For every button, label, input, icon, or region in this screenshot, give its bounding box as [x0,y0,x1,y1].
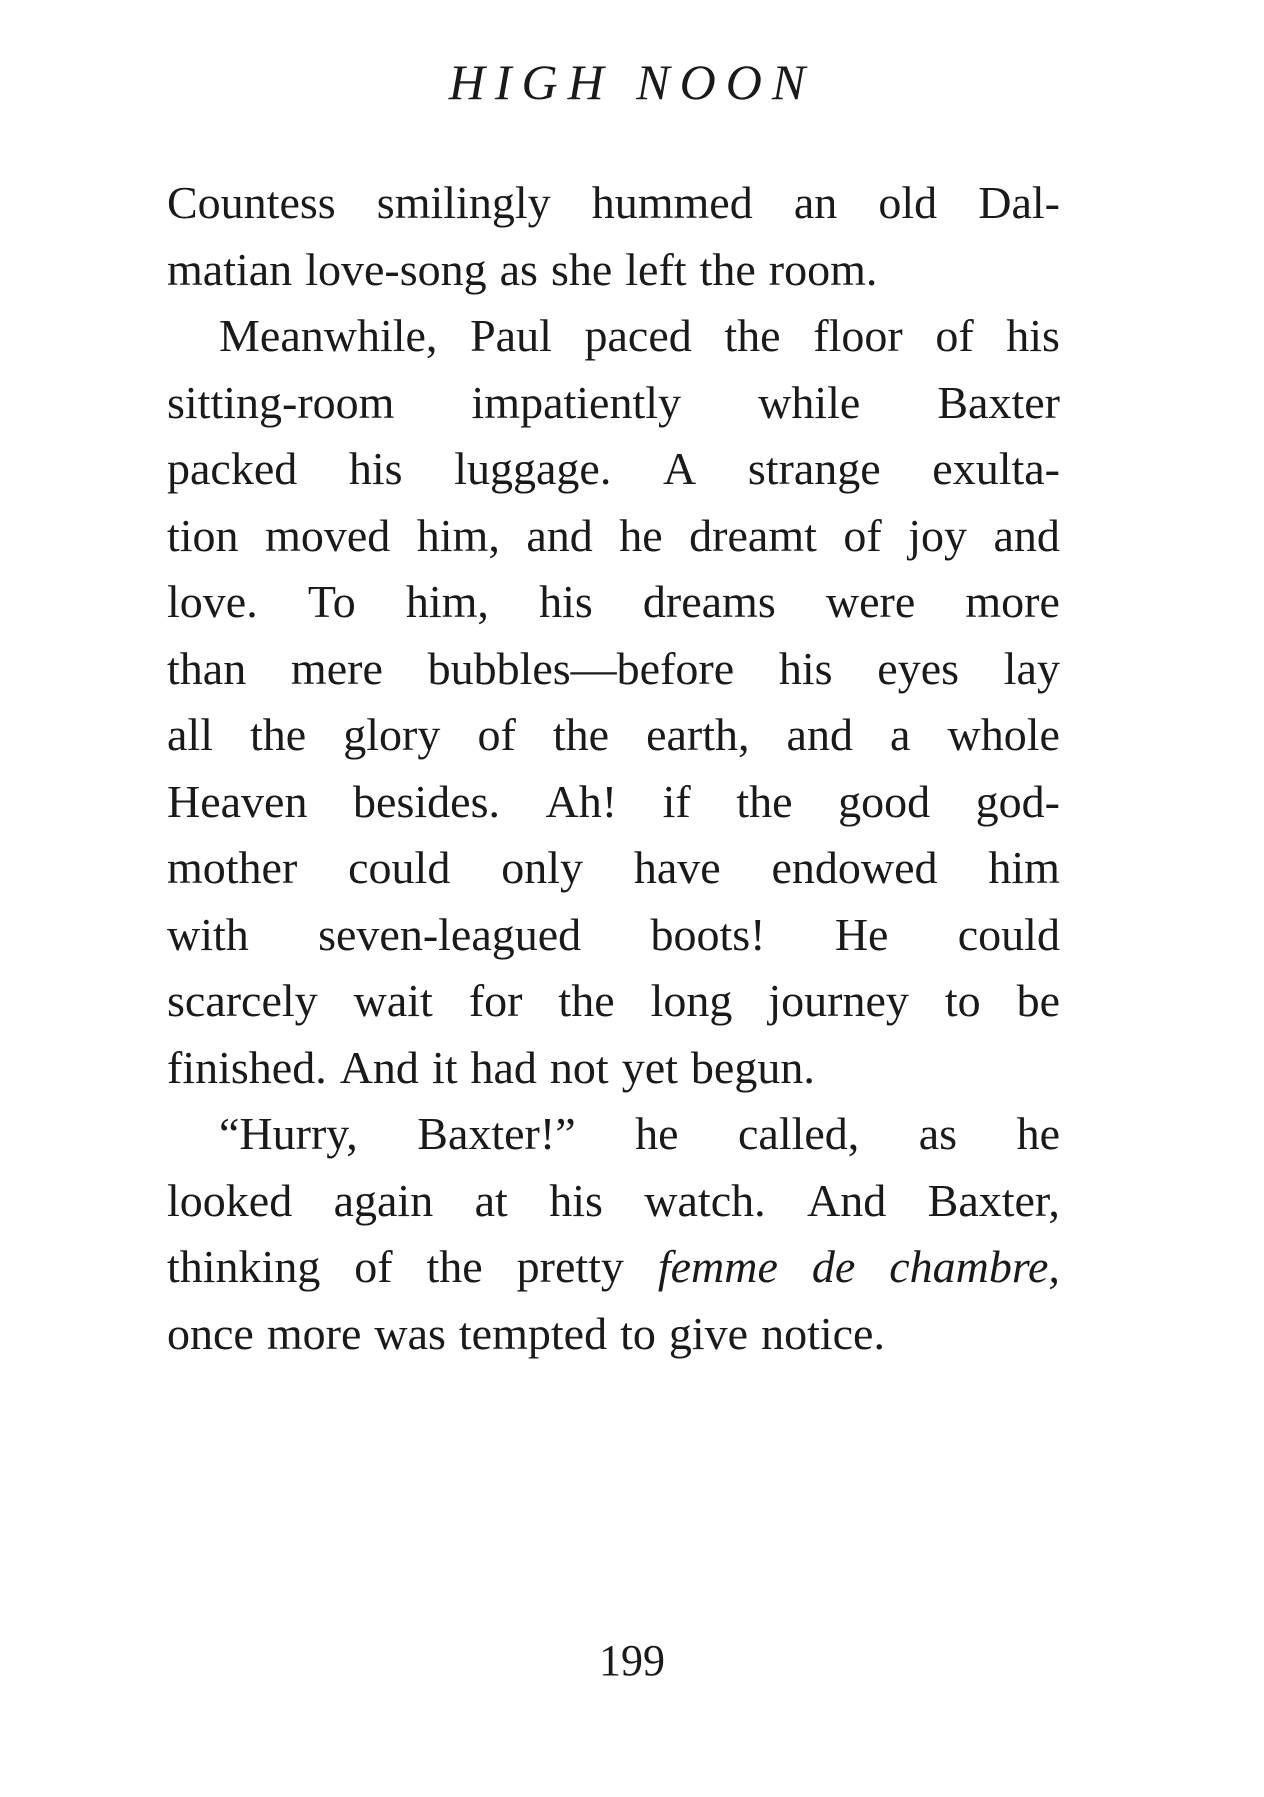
word: To [307,576,356,627]
word: an [793,177,838,228]
word: his [348,443,403,494]
text-line [167,835,1060,902]
word: sitting-room [167,376,395,428]
word: besides. [353,775,500,827]
word: old [878,177,938,228]
word: moved [265,509,391,561]
word: his [778,642,833,694]
word: all [167,709,213,760]
paragraph [167,303,1060,1101]
word: as [499,243,538,295]
word: Baxter, [927,1174,1060,1226]
word: dreamt [689,509,817,561]
word: packed [167,443,298,494]
word: finished. [167,1041,327,1093]
word: him [988,842,1060,893]
word: joy [908,509,967,561]
text-line [167,769,1060,836]
text-line [167,1035,1060,1102]
word: Ah! [545,775,618,827]
word: scarcely [167,975,318,1026]
word: could [957,908,1060,960]
word: not [549,1041,609,1093]
word: paced [584,310,692,361]
word: more [965,576,1060,627]
word: to [944,975,981,1026]
word: notice. [761,1307,885,1359]
word: begun. [690,1041,815,1093]
word: the [250,709,307,760]
word: his [549,1174,603,1226]
word: Paul [470,310,552,361]
text-line [167,968,1060,1035]
word: wait [353,975,433,1026]
word: only [501,842,583,893]
word: left [625,243,687,295]
word: again [333,1174,434,1226]
word: bubbles—before [427,642,735,694]
text-line [167,436,1060,503]
word: dreams [642,576,776,627]
word: And [807,1174,887,1226]
word: love. [167,576,258,627]
word: while [758,376,861,428]
word: for [468,975,523,1026]
word: whole [947,709,1060,760]
word: the [552,709,610,760]
word: matian [167,243,293,295]
word: impatiently [471,376,682,428]
word: of [354,1241,393,1292]
word: a [890,709,911,760]
word: he [635,1108,679,1159]
word: looked [167,1174,293,1226]
word: love-song [305,243,487,295]
word: than [167,642,247,694]
word: watch. [644,1174,766,1226]
word: him, [416,509,500,561]
page-number: 199 [599,1636,665,1685]
word: pretty [516,1241,624,1292]
word: good [838,775,931,827]
word: be [1016,975,1060,1026]
word: luggage. [454,443,612,494]
word: endowed [771,842,938,893]
word: of [477,709,516,760]
paragraph [167,1101,1060,1367]
word: the [699,243,756,295]
text-line [167,170,1060,237]
word: with [167,908,249,960]
word: it [431,1041,458,1093]
text-line [167,1301,1060,1368]
word: and [526,509,593,561]
word: the [558,975,615,1026]
word: smilingly [376,177,551,228]
word: his [1006,310,1060,361]
text-line [167,636,1060,703]
word: strange [747,443,881,494]
word: the [724,310,781,361]
word: were [825,576,916,627]
text-line [167,1168,1060,1235]
word: hummed [591,177,753,228]
word: He [834,908,889,960]
word: earth, [646,709,750,760]
word: of [935,310,974,361]
word: room. [768,243,878,295]
word: eyes [877,642,960,694]
text-line [167,569,1060,636]
body-text [167,170,1060,1367]
word: and [993,509,1060,561]
word: tion [167,509,239,561]
word: Meanwhile, [219,310,438,361]
word: A [662,443,697,494]
word: Heaven [167,775,308,827]
word: exulta- [932,443,1060,494]
word: have [633,842,721,893]
word: mere [290,642,383,694]
word: de [811,1241,856,1292]
word: give [668,1307,749,1359]
word: thinking [167,1241,321,1292]
word: And [339,1041,419,1093]
word: Baxter [937,376,1060,428]
text-line [167,1101,1060,1168]
word: tempted [458,1307,608,1359]
word: the [736,775,793,827]
word: lay [1003,642,1060,694]
word: chambre, [889,1241,1060,1292]
word: “Hurry, [219,1108,358,1159]
word: mother [167,842,298,893]
word: god- [975,775,1060,827]
word: had [470,1041,537,1093]
word: was [374,1307,446,1359]
word: Dal- [978,177,1060,228]
word: Baxter!” [417,1108,576,1159]
word: once [167,1307,254,1359]
word: he [619,509,663,561]
word: at [474,1174,508,1226]
text-line [167,370,1060,437]
text-line [167,902,1060,969]
word: boots! [650,908,766,960]
paragraph [167,170,1060,303]
word: to [620,1307,656,1359]
text-line [167,303,1060,370]
text-line [167,702,1060,769]
word: he [1016,1108,1060,1159]
word: yet [621,1041,678,1093]
word: of [843,509,882,561]
word: called, [737,1108,860,1159]
word: as [918,1108,958,1159]
text-line [167,237,1060,304]
word: and [786,709,853,760]
word: glory [343,709,441,760]
word: long [650,975,733,1026]
word: femme [657,1241,778,1292]
word: seven-leagued [318,908,582,960]
word: she [550,243,613,295]
word: more [266,1307,362,1359]
word: him, [405,576,489,627]
word: if [662,775,691,827]
word: floor [813,310,903,361]
text-line [167,1234,1060,1301]
running-head-title: HIGH NOON [448,54,816,110]
word: journey [768,975,909,1026]
word: his [539,576,593,627]
word: Countess [167,177,336,228]
word: the [426,1241,483,1292]
word: could [348,842,451,893]
text-line [167,503,1060,570]
